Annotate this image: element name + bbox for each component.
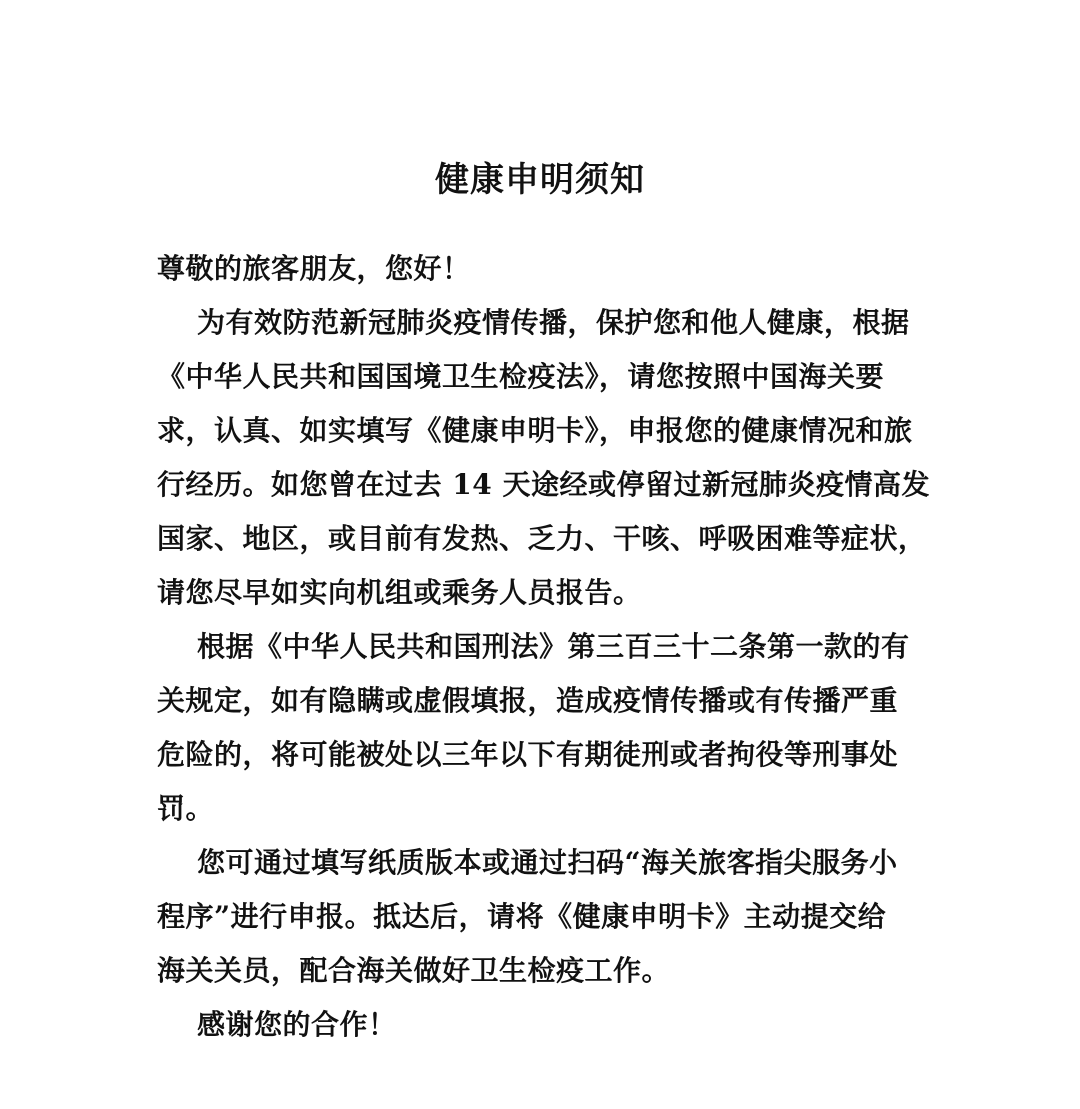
paragraph1-line-5: 国家、地区，或目前有发热、乏力、干咳、呼吸困难等症状， (157, 522, 927, 555)
paragraph3-line-2: 程序”进行申报。抵达后，请将《健康申明卡》主动提交给 (157, 900, 887, 933)
paragraph3-line-3: 海关关员，配合海关做好卫生检疫工作。 (157, 954, 671, 987)
paragraph2-line-3: 危险的，将可能被处以三年以下有期徒刑或者拘役等刑事处 (157, 738, 899, 771)
paragraph2-line-2: 关规定，如有隐瞒或虚假填报，造成疫情传播或有传播严重 (157, 684, 899, 717)
paragraph3-line-1: 您可通过填写纸质版本或通过扫码“海关旅客指尖服务小 (197, 846, 898, 879)
paragraph1-line-4: 行经历。如您曾在过去 14 天途经或停留过新冠肺炎疫情高发 (157, 468, 930, 501)
paragraph2-line-1: 根据《中华人民共和国刑法》第三百三十二条第一款的有 (197, 630, 910, 663)
paragraph1-line-1: 为有效防范新冠肺炎疫情传播，保护您和他人健康，根据 (197, 306, 910, 339)
paragraph2-line-4: 罚。 (157, 792, 215, 825)
paragraph1-line-3: 求，认真、如实填写《健康申明卡》，申报您的健康情况和旅 (157, 414, 913, 447)
paragraph1-line-2: 《中华人民共和国国境卫生检疫法》，请您按照中国海关要 (157, 360, 885, 393)
greeting-line: 尊敬的旅客朋友，您好！ (157, 252, 471, 285)
document-title: 健康申明须知 (435, 160, 645, 200)
paragraph1-line-6: 请您尽早如实向机组或乘务人员报告。 (157, 576, 642, 609)
closing-line: 感谢您的合作！ (197, 1008, 397, 1041)
